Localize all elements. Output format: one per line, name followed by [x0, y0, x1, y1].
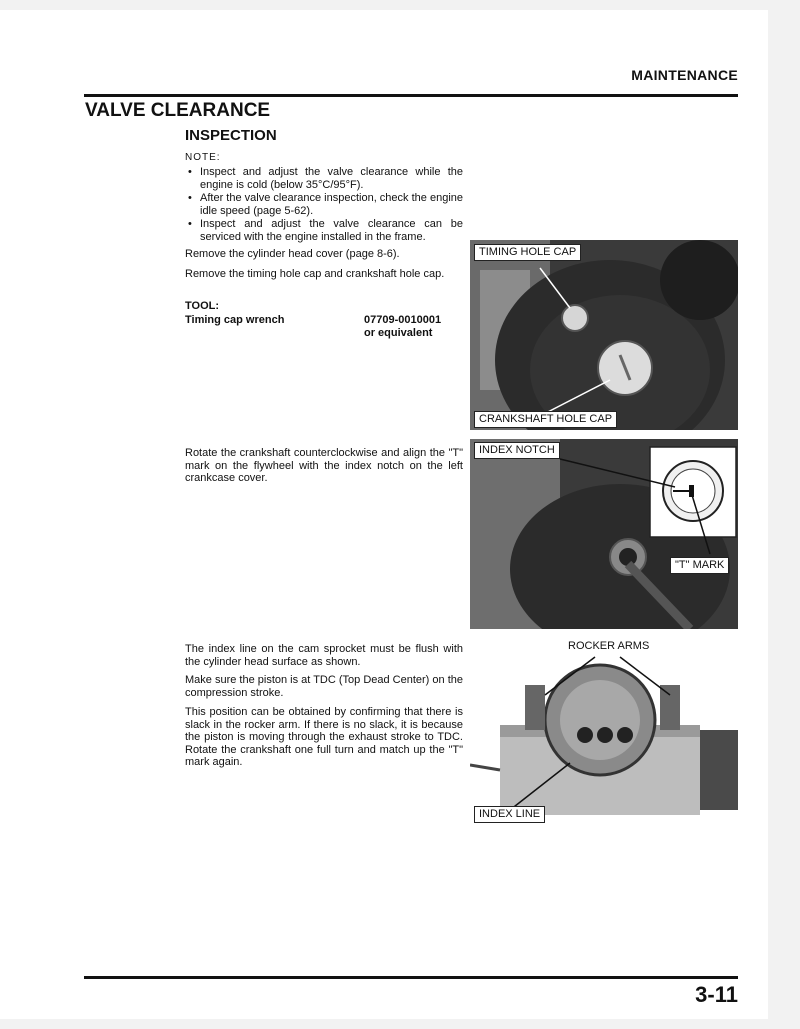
callout-index-line: INDEX LINE [474, 806, 545, 823]
step-index-line: The index line on the cam sprocket must be flush with the cylinder head surface as shown. [185, 643, 463, 668]
step-rotate-crankshaft: Rotate the crankshaft counterclockwise and align the "T" mark on the flywheel with the index notch on the left crankcase cover. [185, 447, 463, 484]
callout-rocker-arms: ROCKER ARMS [568, 640, 650, 652]
note-list [185, 166, 463, 244]
note-item: • After the valve clearance inspection, check the engine idle speed (page 5-62). [188, 192, 463, 217]
step-confirm-tdc: Make sure the piston is at TDC (Top Dead Center) on the compression stroke. [185, 674, 463, 699]
callout-t-mark: "T" MARK [670, 557, 729, 574]
step-slack-check: This position can be obtained by confirming that there is slack in the rocker arm. If there is no slack, it is because the piston is moving through the exhaust stroke to TDC. Rotate the crankshaft one full turn and match up the "T" mark again. [185, 706, 463, 768]
crankcase-cover-photo [470, 439, 738, 629]
callout-index-notch: INDEX NOTCH [474, 442, 560, 459]
figure-timing-caps [470, 240, 738, 430]
callout-crankshaft-hole-cap: CRANKSHAFT HOLE CAP [474, 411, 617, 428]
bottom-rule [84, 976, 738, 979]
note-label: NOTE: [185, 152, 221, 163]
engine-cover-photo [470, 240, 738, 430]
note-item: • Inspect and adjust the valve clearance while the engine is cold (below 35°C/95°F). [188, 166, 463, 191]
cylinder-head-photo [470, 635, 738, 823]
tool-number: 07709-0010001 or equivalent [364, 314, 442, 339]
callout-timing-hole-cap: TIMING HOLE CAP [474, 244, 581, 261]
tool-name: Timing cap wrench [185, 314, 285, 326]
manual-page [0, 10, 768, 1019]
figure-cam-sprocket [470, 635, 738, 823]
step-remove-caps: Remove the timing hole cap and crankshaft hole cap. [185, 268, 445, 280]
page-number: 3-11 [695, 982, 738, 1007]
section-header: MAINTENANCE [631, 67, 738, 83]
page-title: VALVE CLEARANCE [85, 100, 271, 121]
tool-label: TOOL: [185, 300, 220, 312]
section-subtitle: INSPECTION [185, 127, 277, 144]
figure-t-mark-alignment [470, 439, 738, 629]
top-rule [84, 94, 738, 97]
step-remove-head-cover: Remove the cylinder head cover (page 8-6). [185, 248, 400, 260]
note-item: • Inspect and adjust the valve clearance can be serviced with the engine installed in the frame. [188, 218, 463, 243]
